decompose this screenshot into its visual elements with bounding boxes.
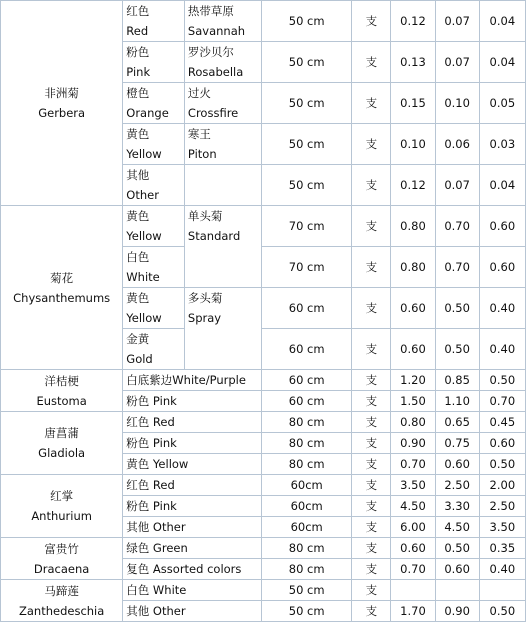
length-cell: 50 cm bbox=[262, 1, 351, 41]
color-variety-cell: 红色 Red bbox=[123, 475, 261, 495]
price-b-cell: 0.10 bbox=[436, 83, 479, 123]
price-c-cell: 0.45 bbox=[480, 412, 525, 432]
table-row bbox=[1, 370, 525, 390]
color-en: Pink bbox=[126, 65, 151, 79]
variety-en: Standard bbox=[187, 229, 241, 243]
group-name-en: Eustoma bbox=[36, 393, 87, 408]
price-a-cell: 0.12 bbox=[391, 1, 434, 41]
group-name-en: Gerbera bbox=[38, 106, 86, 120]
table-body bbox=[1, 1, 525, 621]
color-cell bbox=[123, 1, 184, 41]
price-a-cell: 0.70 bbox=[391, 559, 434, 579]
color-variety-cell: 其他 Other bbox=[123, 517, 261, 537]
price-a-cell: 0.60 bbox=[391, 329, 434, 369]
price-a-cell: 1.70 bbox=[391, 601, 434, 621]
variety-cn: 热带草原 bbox=[187, 4, 234, 18]
unit-cell: 支 bbox=[352, 124, 390, 164]
length-cell: 50 cm bbox=[262, 165, 351, 205]
price-a-cell: 0.80 bbox=[391, 247, 434, 287]
color-cn: 白色 bbox=[126, 250, 150, 264]
length-cell: 70 cm bbox=[262, 206, 351, 246]
group-name-cn: 洋桔梗 bbox=[44, 373, 79, 388]
unit-cell: 支 bbox=[352, 329, 390, 369]
unit-cell: 支 bbox=[352, 370, 390, 390]
color-variety-cell: 绿色 Green bbox=[123, 538, 261, 558]
length-cell: 70 cm bbox=[262, 247, 351, 287]
price-b-cell: 0.75 bbox=[436, 433, 479, 453]
price-b-cell: 0.50 bbox=[436, 329, 479, 369]
price-c-cell: 0.50 bbox=[480, 601, 525, 621]
color-cn: 黄色 bbox=[126, 291, 150, 305]
group-cell-chrysanthemums bbox=[1, 206, 122, 369]
color-cn: 金黄 bbox=[126, 332, 150, 346]
group-cell-zanthedeschia bbox=[1, 580, 122, 621]
price-c-cell: 0.60 bbox=[480, 247, 525, 287]
variety-en: Spray bbox=[187, 311, 222, 325]
color-variety-cell: 粉色 Pink bbox=[123, 391, 261, 411]
unit-cell: 支 bbox=[352, 391, 390, 411]
group-name-cn: 非洲菊 bbox=[44, 86, 79, 100]
group-name-en: Zanthedeschia bbox=[18, 603, 105, 618]
variety-cn: 过火 bbox=[187, 86, 211, 100]
color-cell bbox=[123, 124, 184, 164]
price-c-cell: 0.03 bbox=[480, 124, 525, 164]
table-row bbox=[1, 412, 525, 432]
group-cell-eustoma bbox=[1, 370, 122, 411]
price-c-cell: 2.00 bbox=[480, 475, 525, 495]
length-cell: 50 cm bbox=[262, 580, 351, 600]
color-variety-cell: 红色 Red bbox=[123, 412, 261, 432]
unit-cell: 支 bbox=[352, 601, 390, 621]
price-a-cell: 4.50 bbox=[391, 496, 434, 516]
unit-cell: 支 bbox=[352, 206, 390, 246]
price-c-cell: 0.40 bbox=[480, 329, 525, 369]
price-c-cell: 0.60 bbox=[480, 206, 525, 246]
length-cell: 60cm bbox=[262, 496, 351, 516]
variety-cell bbox=[185, 288, 261, 369]
variety-en: Savannah bbox=[187, 24, 246, 38]
price-b-cell: 0.07 bbox=[436, 165, 479, 205]
unit-cell: 支 bbox=[352, 496, 390, 516]
group-cell-gerbera bbox=[1, 1, 122, 205]
color-en: Gold bbox=[126, 352, 153, 366]
group-name-en: Chysanthemums bbox=[13, 290, 111, 305]
price-b-cell: 0.60 bbox=[436, 559, 479, 579]
length-cell: 60 cm bbox=[262, 288, 351, 328]
unit-cell: 支 bbox=[352, 288, 390, 328]
price-a-cell: 0.10 bbox=[391, 124, 434, 164]
group-cell-gladiola bbox=[1, 412, 122, 474]
price-c-cell: 0.04 bbox=[480, 42, 525, 82]
length-cell: 50 cm bbox=[262, 601, 351, 621]
price-b-cell: 0.65 bbox=[436, 412, 479, 432]
group-name-en: Dracaena bbox=[33, 561, 90, 576]
unit-cell: 支 bbox=[352, 559, 390, 579]
price-a-cell: 0.70 bbox=[391, 454, 434, 474]
price-c-cell: 0.50 bbox=[480, 370, 525, 390]
color-en: Yellow bbox=[126, 229, 162, 243]
color-cell bbox=[123, 329, 184, 369]
color-cell bbox=[123, 165, 184, 205]
length-cell: 80 cm bbox=[262, 433, 351, 453]
group-name-cn: 菊花 bbox=[50, 270, 74, 285]
group-name-cn: 唐菖蒲 bbox=[44, 426, 79, 440]
price-b-cell: 1.10 bbox=[436, 391, 479, 411]
color-en: White bbox=[126, 270, 160, 284]
price-c-cell: 0.40 bbox=[480, 288, 525, 328]
unit-cell: 支 bbox=[352, 247, 390, 287]
price-a-cell: 0.80 bbox=[391, 412, 434, 432]
price-c-cell: 2.50 bbox=[480, 496, 525, 516]
group-name-cn: 红掌 bbox=[50, 489, 74, 503]
color-cn: 红色 bbox=[126, 4, 150, 18]
variety-cell bbox=[185, 42, 261, 82]
variety-en: Rosabella bbox=[187, 65, 244, 79]
price-a-cell: 0.90 bbox=[391, 433, 434, 453]
length-cell: 80 cm bbox=[262, 454, 351, 474]
unit-cell: 支 bbox=[352, 433, 390, 453]
price-b-cell: 0.90 bbox=[436, 601, 479, 621]
unit-cell: 支 bbox=[352, 454, 390, 474]
price-b-cell: 0.06 bbox=[436, 124, 479, 164]
price-a-cell: 6.00 bbox=[391, 517, 434, 537]
price-a-cell: 3.50 bbox=[391, 475, 434, 495]
price-b-cell: 0.07 bbox=[436, 42, 479, 82]
group-name-cn: 马蹄莲 bbox=[44, 583, 79, 598]
price-c-cell: 0.40 bbox=[480, 559, 525, 579]
variety-cn: 寒王 bbox=[187, 127, 211, 141]
color-cell bbox=[123, 42, 184, 82]
price-b-cell: 0.70 bbox=[436, 247, 479, 287]
price-c-cell bbox=[480, 580, 525, 600]
variety-cell bbox=[185, 206, 261, 287]
unit-cell: 支 bbox=[352, 517, 390, 537]
price-a-cell: 1.20 bbox=[391, 370, 434, 390]
color-variety-cell: 黄色 Yellow bbox=[123, 454, 261, 474]
unit-cell: 支 bbox=[352, 538, 390, 558]
length-cell: 80 cm bbox=[262, 538, 351, 558]
price-c-cell: 0.70 bbox=[480, 391, 525, 411]
length-cell: 50 cm bbox=[262, 42, 351, 82]
unit-cell: 支 bbox=[352, 1, 390, 41]
group-name-en: Gladiola bbox=[38, 446, 86, 460]
price-a-cell: 1.50 bbox=[391, 391, 434, 411]
price-c-cell: 0.50 bbox=[480, 454, 525, 474]
length-cell: 50 cm bbox=[262, 83, 351, 123]
price-c-cell: 0.04 bbox=[480, 1, 525, 41]
variety-en: Crossfire bbox=[187, 106, 239, 120]
price-a-cell: 0.15 bbox=[391, 83, 434, 123]
color-cell bbox=[123, 83, 184, 123]
price-a-cell: 0.12 bbox=[391, 165, 434, 205]
color-variety-cell: 粉色 Pink bbox=[123, 496, 261, 516]
group-cell-dracaena bbox=[1, 538, 122, 579]
price-b-cell: 0.50 bbox=[436, 288, 479, 328]
price-b-cell: 0.50 bbox=[436, 538, 479, 558]
variety-cell bbox=[185, 124, 261, 164]
price-c-cell: 0.04 bbox=[480, 165, 525, 205]
color-en: Orange bbox=[126, 106, 169, 120]
price-c-cell: 0.60 bbox=[480, 433, 525, 453]
color-cell bbox=[123, 288, 184, 328]
unit-cell: 支 bbox=[352, 412, 390, 432]
variety-cell bbox=[185, 83, 261, 123]
unit-cell: 支 bbox=[352, 83, 390, 123]
group-name-en: Anthurium bbox=[31, 509, 92, 523]
price-a-cell bbox=[391, 580, 434, 600]
price-b-cell: 0.07 bbox=[436, 1, 479, 41]
price-a-cell: 0.13 bbox=[391, 42, 434, 82]
price-a-cell: 0.60 bbox=[391, 538, 434, 558]
price-a-cell: 0.60 bbox=[391, 288, 434, 328]
length-cell: 80 cm bbox=[262, 559, 351, 579]
table-row bbox=[1, 475, 525, 495]
length-cell: 60 cm bbox=[262, 391, 351, 411]
color-en: Yellow bbox=[126, 147, 162, 161]
price-a-cell: 0.80 bbox=[391, 206, 434, 246]
table-row bbox=[1, 206, 525, 246]
color-cn: 黄色 bbox=[126, 127, 150, 141]
variety-cn: 单头菊 bbox=[187, 209, 223, 223]
table-row bbox=[1, 538, 525, 558]
color-cn: 其他 bbox=[126, 168, 150, 182]
unit-cell: 支 bbox=[352, 475, 390, 495]
price-b-cell: 0.85 bbox=[436, 370, 479, 390]
price-b-cell: 3.30 bbox=[436, 496, 479, 516]
color-en: Other bbox=[126, 188, 159, 202]
variety-cn: 多头菊 bbox=[187, 291, 223, 305]
price-b-cell: 0.60 bbox=[436, 454, 479, 474]
color-variety-cell: 复色 Assorted colors bbox=[123, 559, 261, 579]
variety-en: Piton bbox=[187, 147, 217, 161]
length-cell: 80 cm bbox=[262, 412, 351, 432]
variety-cell bbox=[185, 165, 261, 205]
price-b-cell bbox=[436, 580, 479, 600]
length-cell: 60 cm bbox=[262, 329, 351, 369]
color-cell bbox=[123, 247, 184, 287]
length-cell: 60 cm bbox=[262, 370, 351, 390]
price-c-cell: 3.50 bbox=[480, 517, 525, 537]
color-cn: 橙色 bbox=[126, 86, 150, 100]
length-cell: 60cm bbox=[262, 517, 351, 537]
price-c-cell: 0.05 bbox=[480, 83, 525, 123]
color-en: Red bbox=[126, 24, 149, 38]
table-row bbox=[1, 1, 525, 41]
price-b-cell: 4.50 bbox=[436, 517, 479, 537]
color-variety-cell: 粉色 Pink bbox=[123, 433, 261, 453]
color-cell bbox=[123, 206, 184, 246]
group-cell-anthurium bbox=[1, 475, 122, 537]
color-variety-cell: 白色 White bbox=[123, 580, 261, 600]
color-variety-cell: 白底紫边White/Purple bbox=[123, 370, 261, 390]
variety-cell bbox=[185, 1, 261, 41]
price-c-cell: 0.35 bbox=[480, 538, 525, 558]
color-cn: 粉色 bbox=[126, 45, 150, 59]
length-cell: 60cm bbox=[262, 475, 351, 495]
group-name-cn: 富贵竹 bbox=[44, 541, 79, 556]
color-variety-cell: 其他 Other bbox=[123, 601, 261, 621]
unit-cell: 支 bbox=[352, 165, 390, 205]
color-cn: 黄色 bbox=[126, 209, 150, 223]
price-b-cell: 2.50 bbox=[436, 475, 479, 495]
table-row bbox=[1, 580, 525, 600]
color-en: Yellow bbox=[126, 311, 162, 325]
unit-cell: 支 bbox=[352, 42, 390, 82]
variety-cn: 罗沙贝尔 bbox=[187, 45, 234, 59]
unit-cell: 支 bbox=[352, 580, 390, 600]
price-b-cell: 0.70 bbox=[436, 206, 479, 246]
length-cell: 50 cm bbox=[262, 124, 351, 164]
